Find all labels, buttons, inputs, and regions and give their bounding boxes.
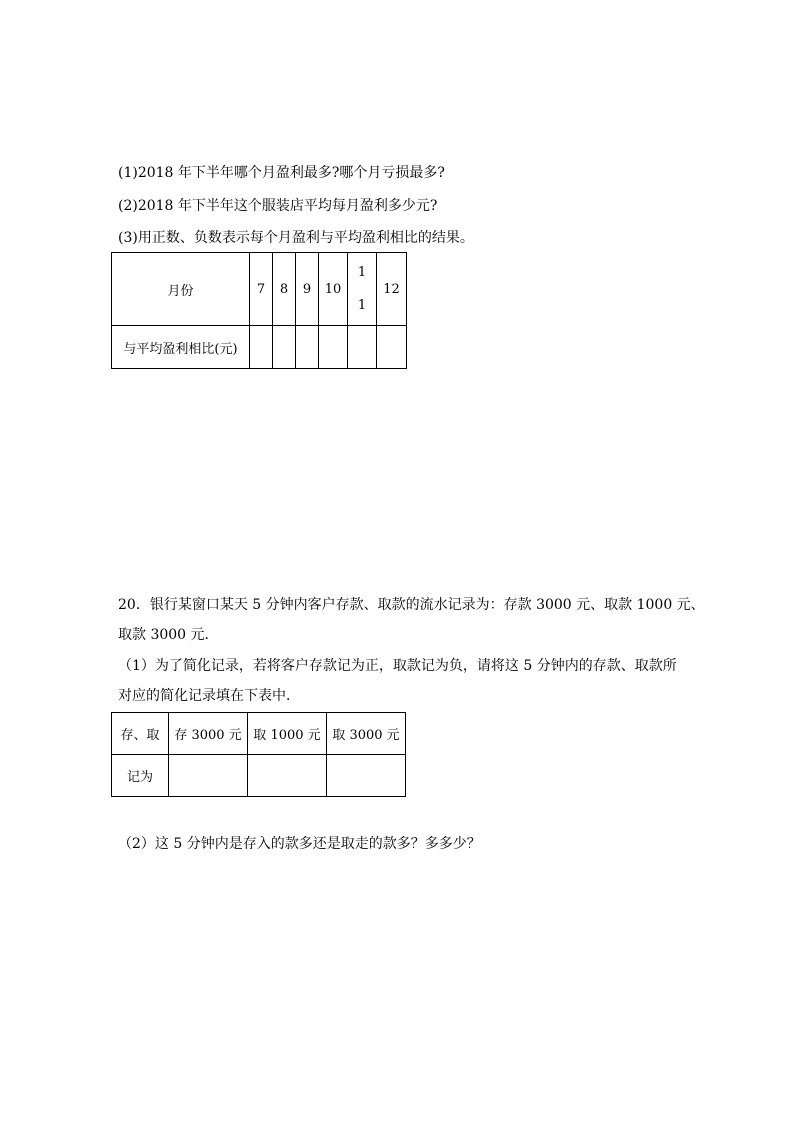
profit-comparison-table: [111, 252, 407, 369]
answer-cell[interactable]: [248, 755, 327, 797]
record-row-label: 记为: [112, 755, 169, 797]
answer-cell[interactable]: [169, 755, 248, 797]
month-cell: 8: [273, 253, 296, 326]
transaction-header-label: 存、取: [112, 713, 169, 755]
question-20-line-2: 取款 3000 元．: [118, 627, 219, 643]
question-20-part-2: （2）这 5 分钟内是存入的款多还是取走的款多？多多少？: [118, 836, 481, 852]
table-row: [112, 713, 406, 755]
transaction-column-header: 存 3000 元: [169, 713, 248, 755]
answer-cell[interactable]: [296, 326, 319, 369]
month-digit: 1: [357, 265, 367, 280]
answer-cell[interactable]: [319, 326, 348, 369]
table-row: [112, 253, 407, 326]
answer-cell[interactable]: [273, 326, 296, 369]
question-part-3: (3)用正数、负数表示每个月盈利与平均盈利相比的结果。: [118, 230, 474, 246]
question-20-line-1: 20．银行某窗口某天 5 分钟内客户存款、取款的流水记录为：存款 3000 元、取款 1000 元、: [118, 597, 705, 613]
deposit-withdrawal-table: [111, 712, 406, 797]
month-cell: 12: [377, 253, 407, 326]
month-cell: [348, 253, 377, 326]
answer-cell[interactable]: [250, 326, 273, 369]
answer-cell[interactable]: [327, 755, 406, 797]
month-cell-stacked-digits: [348, 266, 376, 312]
transaction-column-header: 取 1000 元: [248, 713, 327, 755]
month-digit: 1: [357, 298, 367, 313]
month-cell: 9: [296, 253, 319, 326]
answer-cell[interactable]: [377, 326, 407, 369]
answer-cell[interactable]: [348, 326, 377, 369]
question-part-1: (1)2018 年下半年哪个月盈利最多?哪个月亏损最多?: [118, 165, 445, 181]
question-part-2: (2)2018 年下半年这个服装店平均每月盈利多少元?: [118, 198, 438, 214]
comparison-row-label: 与平均盈利相比(元): [112, 326, 250, 369]
month-header-label: 月份: [112, 253, 250, 326]
question-20-part-1-line-2: 对应的简化记录填在下表中．: [118, 688, 300, 704]
table-row: [112, 755, 406, 797]
question-20-part-1-line-1: （1）为了简化记录，若将客户存款记为正，取款记为负，请将这 5 分钟内的存款、取款所: [118, 658, 677, 674]
month-cell: 7: [250, 253, 273, 326]
month-cell: 10: [319, 253, 348, 326]
table-row: [112, 326, 407, 369]
transaction-column-header: 取 3000 元: [327, 713, 406, 755]
